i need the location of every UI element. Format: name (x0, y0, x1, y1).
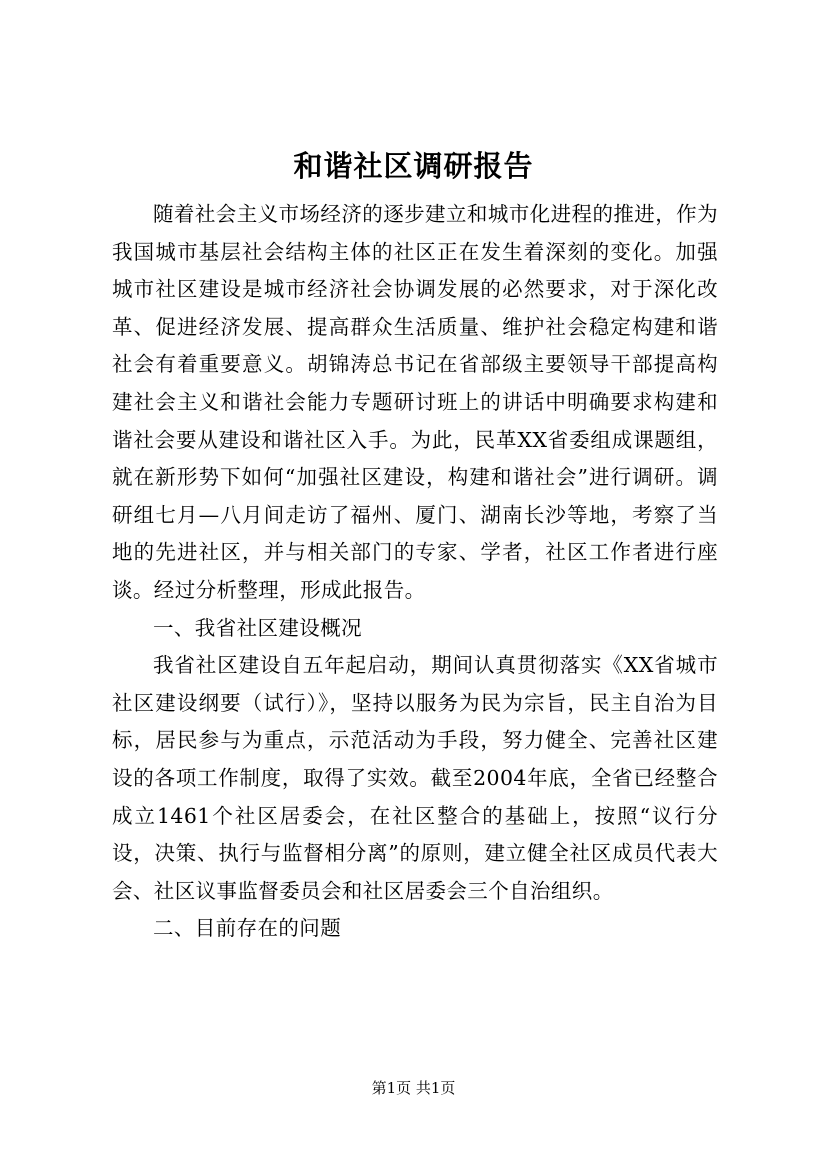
overview-paragraph: 我省社区建设自五年起启动，期间认真贯彻落实《XX省城市社区建设纲要（试行）》，坚持以服务为民为宗旨，民主自治为目标，居民参与为重点，示范活动为手段，努力健全、完善社区建设的各项工作制度，取得了实效。截至2004年底，全省已经整合成立1461个社区居委会，在社区整合的基础上，按照“议行分设，决策、执行与监督相分离”的原则，建立健全社区成员代表大会、社区议事监督委员会和社区居委会三个自治组织。 (112, 653, 718, 903)
section-heading-problems: 二、目前存在的问题 (153, 916, 342, 941)
section-heading-overview: 一、我省社区建设概况 (153, 615, 362, 640)
document-body (112, 196, 718, 948)
page-footer: 第1页 共1页 (371, 1079, 456, 1097)
intro-paragraph: 随着社会主义市场经济的逐步建立和城市化进程的推进，作为我国城市基层社会结构主体的社区正在发生着深刻的变化。加强城市社区建设是城市经济社会协调发展的必然要求，对于深化改革、促进经济发展、提高群众生活质量、维护社会稳定构建和谐社会有着重要意义。胡锦涛总书记在省部级主要领导干部提高构建社会主义和谐社会能力专题研讨班上的讲话中明确要求构建和谐社会要从建设和谐社区入手。为此，民革XX省委组成课题组，就在新形势下如何“加强社区建设，构建和谐社会”进行调研。调研组七月—八月间走访了福州、厦门、湖南长沙等地，考察了当地的先进社区，并与相关部门的专家、学者，社区工作者进行座谈。经过分析整理，形成此报告。 (112, 202, 718, 602)
document-title: 和谐社区调研报告 (293, 149, 534, 183)
